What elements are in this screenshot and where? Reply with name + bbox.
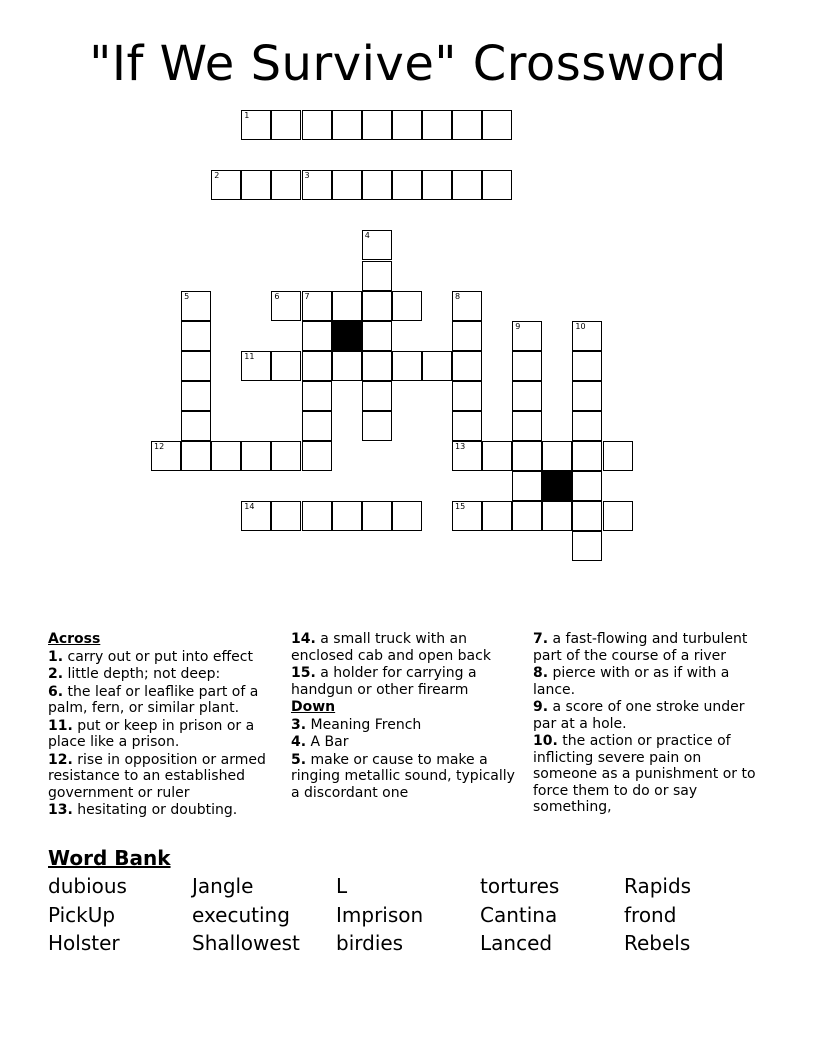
crossword-cell[interactable] [362, 110, 392, 140]
clue-number: 13 [455, 442, 466, 452]
crossword-cell[interactable] [181, 291, 211, 321]
crossword-cell[interactable] [181, 381, 211, 411]
crossword-cell[interactable] [542, 501, 572, 531]
crossword-cell[interactable] [302, 351, 332, 381]
crossword-cell[interactable] [302, 110, 332, 140]
crossword-cell[interactable] [241, 441, 271, 471]
clue-text: a small truck with an enclosed cab and open back [291, 631, 491, 664]
word-bank-item: tortures [480, 874, 560, 898]
crossword-cell[interactable] [452, 321, 482, 351]
clue-number-label: 9. [533, 699, 549, 715]
crossword-cell[interactable] [512, 381, 542, 411]
crossword-cell[interactable] [181, 411, 211, 441]
clue-number: 10 [575, 321, 586, 331]
crossword-cell[interactable] [332, 170, 362, 200]
crossword-cell[interactable] [362, 501, 392, 531]
crossword-cell[interactable] [452, 110, 482, 140]
crossword-cell[interactable] [512, 321, 542, 351]
clue [48, 752, 280, 802]
word-bank-item: Imprison [336, 902, 424, 927]
crossword-cell[interactable] [302, 501, 332, 531]
crossword-cell[interactable] [512, 411, 542, 441]
crossword-cell[interactable] [211, 441, 241, 471]
crossword-cell[interactable] [302, 291, 332, 321]
across-clue-list-continued [291, 631, 517, 698]
clue [533, 733, 769, 816]
crossword-cell[interactable] [603, 501, 633, 531]
clue-text: rise in opposition or armed resistance to an established government or ruler [48, 751, 266, 801]
word-bank-item: Jangle [192, 874, 254, 898]
clue-text: A Bar [310, 734, 349, 750]
word-bank-item: executing [192, 902, 290, 927]
crossword-cell[interactable] [422, 351, 452, 381]
word-bank-item: dubious [48, 874, 127, 898]
crossword-cell[interactable] [512, 471, 542, 501]
clue-number: 11 [244, 351, 255, 361]
crossword-cell[interactable] [512, 501, 542, 531]
clues-column-2 [291, 630, 517, 801]
crossword-cell[interactable] [332, 291, 362, 321]
word-bank-item: Rapids [624, 874, 692, 898]
crossword-cell[interactable] [392, 351, 422, 381]
clue-number-label: 8. [533, 665, 549, 681]
crossword-cell[interactable] [452, 411, 482, 441]
clue [48, 684, 280, 717]
crossword-cell[interactable] [392, 170, 422, 200]
crossword-cell[interactable] [452, 441, 482, 471]
crossword-cell[interactable] [572, 411, 602, 441]
clue-number: 9 [515, 321, 521, 331]
clue-text: put or keep in prison or a place like a prison. [48, 717, 255, 750]
clue [533, 699, 769, 732]
crossword-cell[interactable] [482, 110, 512, 140]
crossword-cell[interactable] [332, 110, 362, 140]
word-bank-item: Cantina [480, 902, 558, 927]
word-bank-item: Shallowest [192, 931, 300, 955]
clue-number-label: 7. [533, 631, 549, 647]
across-clue-list [48, 649, 280, 819]
clue-number-label: 5. [291, 751, 307, 768]
crossword-cell[interactable] [392, 110, 422, 140]
crossword-cell[interactable] [512, 441, 542, 471]
clue-text: Meaning French [310, 716, 422, 733]
clue-number: 3 [304, 171, 310, 181]
crossword-cell[interactable] [452, 291, 482, 321]
clue [48, 718, 280, 751]
clue-number-label: 14. [291, 631, 316, 647]
crossword-cell[interactable] [151, 441, 181, 471]
clue-number: 2 [214, 171, 220, 181]
word-bank-item: frond [624, 902, 677, 927]
crossword-block-cell [542, 471, 572, 501]
clue [48, 666, 280, 683]
clue [533, 631, 769, 664]
crossword-cell[interactable] [572, 381, 602, 411]
crossword-cell[interactable] [181, 351, 211, 381]
crossword-cell[interactable] [241, 351, 271, 381]
crossword-cell[interactable] [362, 291, 392, 321]
clue-text: make or cause to make a ringing metallic sound, typically a discordant one [291, 751, 515, 801]
crossword-cell[interactable] [302, 411, 332, 441]
word-bank-item: birdies [336, 931, 404, 955]
clue-text: a holder for carrying a handgun or other firearm [291, 665, 477, 698]
clue-number-label: 1. [48, 648, 64, 665]
clue-text: little depth; not deep: [67, 666, 221, 682]
crossword-cell[interactable] [572, 351, 602, 381]
clue-number-label: 4. [291, 734, 307, 750]
crossword-cell[interactable] [572, 531, 602, 561]
clue-number-label: 11. [48, 717, 73, 734]
crossword-cell[interactable] [452, 501, 482, 531]
across-heading: Across [48, 631, 101, 647]
crossword-cell[interactable] [302, 321, 332, 351]
clue-text: a fast-flowing and turbulent part of the course of a river [533, 631, 748, 664]
crossword-cell[interactable] [271, 351, 301, 381]
clue-text: carry out or put into effect [67, 648, 253, 665]
crossword-cell[interactable] [482, 441, 512, 471]
crossword-cell[interactable] [362, 321, 392, 351]
crossword-cell[interactable] [271, 501, 301, 531]
crossword-cell[interactable] [302, 441, 332, 471]
crossword-cell[interactable] [392, 291, 422, 321]
crossword-cell[interactable] [302, 170, 332, 200]
clue-number-label: 13. [48, 802, 73, 818]
crossword-cell[interactable] [362, 411, 392, 441]
clue [291, 665, 517, 698]
clue-number-label: 2. [48, 666, 64, 682]
word-bank-item: Rebels [624, 931, 691, 955]
crossword-cell[interactable] [603, 441, 633, 471]
clue-number: 7 [304, 291, 310, 301]
crossword-cell[interactable] [422, 170, 452, 200]
crossword-cell[interactable] [271, 170, 301, 200]
word-bank-title: Word Bank [48, 846, 171, 870]
clue-text: hesitating or doubting. [77, 802, 238, 818]
crossword-cell[interactable] [181, 441, 211, 471]
crossword-cell[interactable] [422, 110, 452, 140]
clue [533, 665, 769, 698]
word-bank-item: Holster [48, 931, 120, 955]
crossword-cell[interactable] [332, 351, 362, 381]
clue-number: 4 [364, 231, 370, 241]
crossword-cell[interactable] [572, 441, 602, 471]
clue [291, 734, 517, 751]
crossword-cell[interactable] [302, 381, 332, 411]
clue [291, 631, 517, 664]
clues-column-1 [48, 630, 280, 819]
crossword-cell[interactable] [271, 441, 301, 471]
clue-number: 14 [244, 502, 255, 512]
crossword-block-cell [332, 321, 362, 351]
puzzle-title: "If We Survive" Crossword [89, 36, 727, 92]
crossword-cell[interactable] [452, 381, 482, 411]
crossword-cell[interactable] [572, 471, 602, 501]
clue-number: 8 [455, 291, 461, 301]
clue [48, 649, 280, 666]
crossword-cell[interactable] [362, 261, 392, 291]
crossword-cell[interactable] [482, 170, 512, 200]
crossword-cell[interactable] [362, 351, 392, 381]
clue-text: the leaf or leaflike part of a palm, fern, or similar plant. [48, 683, 259, 716]
down-clue-list [291, 717, 517, 802]
crossword-cell[interactable] [452, 351, 482, 381]
clue-number: 5 [184, 291, 190, 301]
clue-number-label: 15. [291, 665, 316, 681]
clue-text: pierce with or as if with a lance. [533, 665, 730, 698]
clues-column-3 [533, 630, 769, 816]
clue-number-label: 10. [533, 733, 558, 749]
word-bank-item: PickUp [48, 902, 116, 927]
clue [48, 802, 280, 819]
crossword-cell[interactable] [332, 501, 362, 531]
clue [291, 717, 517, 734]
clue-number: 1 [244, 111, 250, 120]
clue-number-label: 6. [48, 683, 64, 700]
crossword-cell[interactable] [241, 170, 271, 200]
clue-number-label: 12. [48, 751, 73, 768]
crossword-cell[interactable] [512, 351, 542, 381]
crossword-cell[interactable] [271, 110, 301, 140]
clue-number-label: 3. [291, 716, 307, 733]
crossword-cell[interactable] [271, 291, 301, 321]
crossword-cell[interactable] [572, 501, 602, 531]
clue-text: the action or practice of inflicting severe pain on someone as a punishment or to force them to do or say something, [533, 733, 756, 815]
crossword-cell[interactable] [542, 441, 572, 471]
clue-number: 6 [274, 291, 280, 301]
crossword-cell[interactable] [362, 170, 392, 200]
down-heading: Down [291, 699, 336, 715]
down-clue-list-continued [533, 631, 769, 816]
clue-number: 12 [154, 442, 165, 452]
crossword-cell[interactable] [482, 501, 512, 531]
crossword-cell[interactable] [362, 230, 392, 260]
crossword-cell[interactable] [452, 170, 482, 200]
crossword-cell[interactable] [572, 321, 602, 351]
word-bank-item: Lanced [480, 931, 553, 955]
crossword-cell[interactable] [211, 170, 241, 200]
crossword-cell[interactable] [241, 501, 271, 531]
crossword-cell[interactable] [241, 110, 271, 140]
clue-text: a score of one stroke under par at a hole. [533, 699, 745, 732]
crossword-cell[interactable] [181, 321, 211, 351]
crossword-cell[interactable] [392, 501, 422, 531]
clue-number: 15 [455, 502, 466, 512]
crossword-cell[interactable] [362, 381, 392, 411]
word-bank-item: L [336, 874, 348, 898]
clue [291, 752, 517, 802]
